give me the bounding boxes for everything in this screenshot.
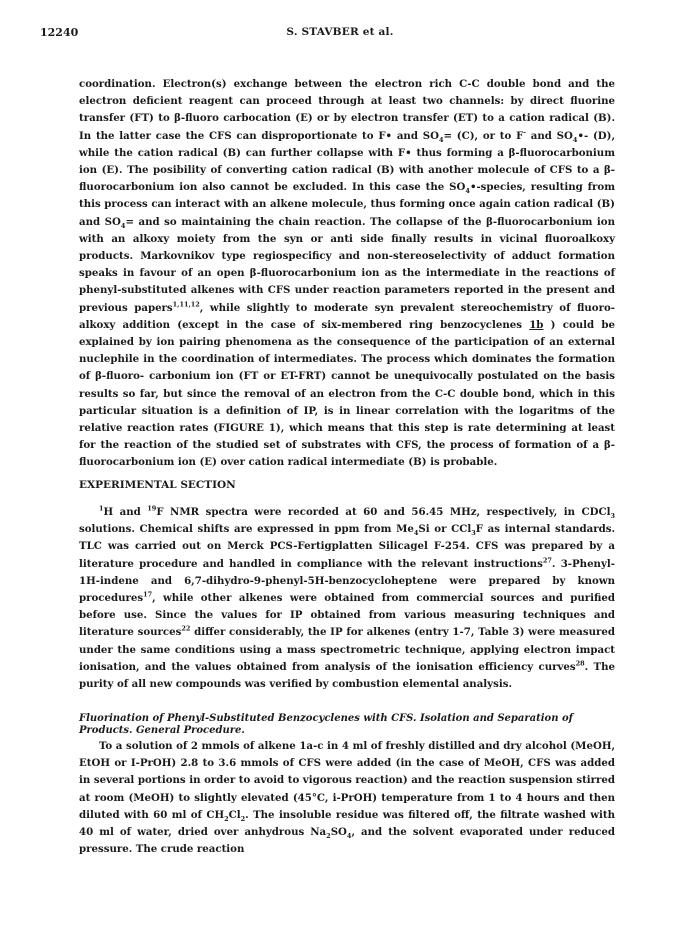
text-run: . The purity of all new compounds was verified by combustion elemental analysis. <box>79 660 615 691</box>
citation: 27 <box>542 556 552 565</box>
text-run: in 4 ml of freshly distilled and dry alcohol (MeOH, EtOH or I-PrOH) 2.8 to 3.6 mmols of CFS were added (in the case of MeOH, CFS was added in several portions in order to avoid to vigorous reaction) and the reaction suspension stirred at room (MeOH) to slightly elevated (45°C, i-PrOH) temperature from 1 to 4 hours and then diluted with 60 ml of CH <box>79 740 615 821</box>
subscript: 4 <box>572 135 578 144</box>
text-run: SO <box>330 826 347 839</box>
text-run: To a solution of 2 mmols of alkene <box>99 740 300 752</box>
text-run: differ considerably, the IP for alkenes (entry 1-7, Table 3) were measured under the same conditions using a mass spectrometric technique, applying electron impact ionisation, and the values obtained from analysis of the ionisation efficiency curves <box>79 626 615 673</box>
text-run: solutions. Chemical shifts are expressed in ppm from Me <box>79 523 414 536</box>
text-run: Si or CCl <box>418 523 472 536</box>
text-run: •-species, resulting from this process can interact with an alkene molecule, thus forming once again cation radical (B) and SO <box>79 181 615 228</box>
compound-ref: 1a-c <box>299 740 324 752</box>
subscript: 2 <box>224 814 229 823</box>
text-run: F NMR spectra were recorded at 60 and 56.45 MHz, respectively, in CDCl <box>156 506 611 518</box>
subscript: 4 <box>465 187 470 196</box>
subscript: 2 <box>326 832 331 841</box>
text-run: , and the solvent evaporated under reduced pressure. The crude reaction <box>79 826 615 856</box>
subscript: 2 <box>240 814 246 823</box>
subscript: 4 <box>413 529 419 538</box>
citation: 17 <box>143 590 153 599</box>
text-run: = and so maintaining the chain reaction. The collapse of the β-fluorocarbonium ion with an alkoxy moiety from the syn or anti side finally results in vicinal fluoroalkoxy products. Markovnikov type regiospecificy and non-stereoselectivity of adduct formation speaks in favour of an open β-fluorocarbonium ion as the intermediate in the reactions of phenyl-substituted alkenes with CFS under reaction parameters reported in the present and previous papers <box>79 215 615 314</box>
body-paragraph <box>79 76 615 472</box>
text-run: and SO <box>526 129 573 142</box>
subscript: 3 <box>610 512 615 521</box>
subscript: 4 <box>438 135 444 144</box>
text-run: ) could be explained by ion pairing phenomena as the consequence of the participation of an external nuclephile in the coordination of intermediates. The process which dominates the formation of β-fluoro- carbonium ion (FT or ET-FRT) cannot be unequivocally postulated on the basis results so far, but since the removal of an electron from the C-C double bond, which in this particular situation is a definition of IP, is in linear correlation with the logaritms of the relative reaction rates (FIGURE 1), which means that this step is rate determining at least for the reaction of the studied set of substrates with CFS, the process of formation of a β-fluorocarbonium ion (E) over cation radical intermediate (B) is probable. <box>79 318 615 469</box>
superscript: 1 <box>99 504 104 513</box>
text-run: Cl <box>228 808 241 821</box>
superscript: - <box>523 128 527 137</box>
compound-ref: 1b <box>529 318 544 331</box>
subsection-heading: Fluorination of Phenyl-Substituted Benzocyclenes with CFS. Isolation and Separation of Products. General Procedure. <box>79 713 573 736</box>
text-run: , while slightly to moderate syn prevalent stereochemistry of fluoro-alkoxy addition (except in the case of six-membered ring benzocyclenes <box>79 301 615 331</box>
page-number: 12240 <box>40 26 79 39</box>
body-paragraph <box>79 504 615 693</box>
superscript: 19 <box>147 504 157 513</box>
text-run: . 3-Phenyl-1H-indene and 6,7-dihydro-9-phenyl-5H-benzocycloheptene were prepared by known procedures <box>79 557 615 605</box>
subscript: 4 <box>120 221 126 230</box>
citation: 28 <box>575 659 585 668</box>
text-run: coordination. Electron(s) exchange between the electron rich C-C double bond and the electron deficient reagent can proceed through at least two channels: by direct fluorine transfer (FT) to β-fluoro carbocation (E) or by electron transfer (ET) to a cation radical (B). In the latter case the CFS can disproportionate to F• and SO <box>79 78 615 142</box>
subscript: 4 <box>346 832 352 841</box>
text-run: , while other alkenes were obtained from commercial sources and purified before use. Since the values for IP obtained from various measuring techniques and literature sources <box>79 592 615 639</box>
text-run: F as internal standards. TLC was carried out on Merck PCS-Fertigplatten Silicagel F-254. CFS was prepared by a literature procedure and handled in compliance with the relevant instructions <box>79 523 615 570</box>
text-run: H and <box>103 506 148 518</box>
section-heading: EXPERIMENTAL SECTION <box>79 479 236 491</box>
citation: 1,11,12 <box>172 300 200 309</box>
text-run: . The insoluble residue was filtered off, the filtrate washed with 40 ml of water, dried over anhydrous Na <box>79 808 616 839</box>
body-paragraph <box>79 738 615 858</box>
text-run: •- (D), while the cation radical (B) can further collapse with F• thus forming a β-fluorocarbonium ion (E). The posibility of converting cation radical (B) with another molecule of CFS to a β-fluorocarbonium ion also cannot be excluded. In this case the SO <box>79 129 615 194</box>
running-head: S. STAVBER et al. <box>286 26 394 38</box>
citation: 22 <box>181 625 191 634</box>
subscript: 3 <box>471 529 476 538</box>
text-run: = (C), or to F <box>443 129 524 142</box>
